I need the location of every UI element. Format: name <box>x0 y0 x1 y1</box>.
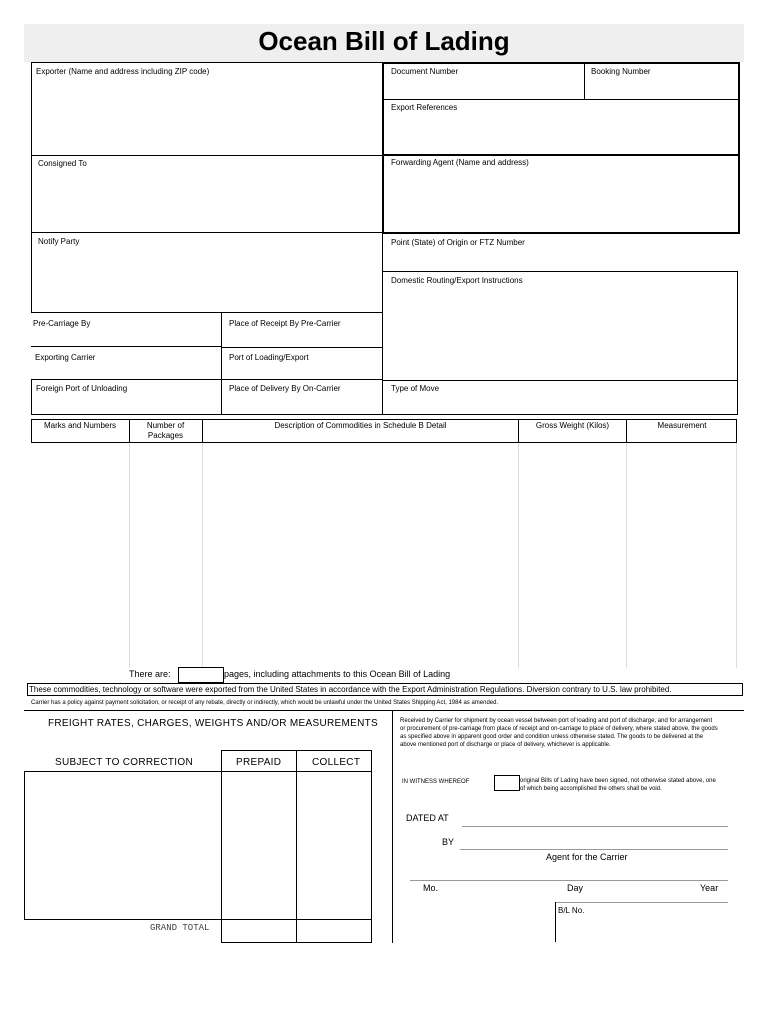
received-text: Received by Carrier for shipment by ocean vessel between port of loading and port of discharge, and for arrangement or procurement of pre-carriage from place of receipt and on-carriage to place of delivery, where stated above, the goods as specified above in apparent good order and condition unless otherwise stated. The goods to be delivered at the above mentioned port of discharge or place of delivery, whichever is applicable. <box>400 718 718 748</box>
prepaid-header: PREPAID <box>236 757 282 768</box>
original-count-input[interactable] <box>494 775 520 791</box>
dated-at-line[interactable] <box>462 826 728 827</box>
pages-prefix: There are: <box>129 669 171 679</box>
subject-to-correction: SUBJECT TO CORRECTION <box>55 757 193 768</box>
by-line[interactable] <box>460 849 728 850</box>
freight-charges-table[interactable] <box>24 771 372 920</box>
measurement-header: Measurement <box>657 421 707 430</box>
type-of-move-box[interactable] <box>383 379 738 415</box>
exporting-carrier-label: Exporting Carrier <box>35 353 96 362</box>
pre-carriage-box[interactable] <box>31 313 222 347</box>
notify-party-box[interactable] <box>31 232 383 313</box>
carrier-policy: Carrier has a policy against payment solicitation, or receipt of any rebate, directly or indirectly, which would be unlawful under the United States Shipping Act, 1984 as amended. <box>31 700 499 706</box>
place-of-receipt-label: Place of Receipt By Pre-Carrier <box>229 319 341 328</box>
consigned-to-label: Consigned To <box>38 159 87 168</box>
point-of-origin-label: Point (State) of Origin or FTZ Number <box>391 238 525 247</box>
freight-heading: FREIGHT RATES, CHARGES, WEIGHTS AND/OR MEASUREMENTS <box>48 718 378 729</box>
place-of-receipt-box[interactable] <box>221 313 383 348</box>
point-of-origin-box[interactable] <box>383 234 738 272</box>
document-number-label: Document Number <box>391 67 459 76</box>
bl-number-label: B/L No. <box>558 906 585 915</box>
domestic-routing-box[interactable] <box>382 271 738 381</box>
foreign-port-box[interactable] <box>31 379 222 415</box>
pages-count-input[interactable] <box>178 667 224 683</box>
export-references-box[interactable] <box>383 100 738 156</box>
by-label: BY <box>442 837 455 847</box>
grand-total-row[interactable] <box>221 919 372 943</box>
month-label: Mo. <box>423 883 439 893</box>
place-of-delivery-label: Place of Delivery By On-Carrier <box>229 384 341 393</box>
witness-prefix: IN WITNESS WHEREOF <box>402 779 470 785</box>
document-number-box[interactable] <box>383 63 585 100</box>
vertical-divider <box>392 711 393 943</box>
notify-party-label: Notify Party <box>38 237 80 246</box>
domestic-routing-label: Domestic Routing/Export Instructions <box>391 276 523 285</box>
year-label: Year <box>700 883 719 893</box>
description-header: Description of Commodities in Schedule B Detail <box>274 421 447 430</box>
forwarding-agent-label: Forwarding Agent (Name and address) <box>391 158 529 167</box>
exporting-carrier-box[interactable] <box>31 347 222 380</box>
day-label: Day <box>567 883 584 893</box>
page-title: Ocean Bill of Lading <box>258 26 510 56</box>
pages-suffix: pages, including attachments to this Ocean Bill of Lading <box>224 669 451 679</box>
freight-col-line <box>221 771 222 920</box>
witness-text: original Bills of Lading have been signed, not otherwise stated above, one of which being accomplished the others shall be void. <box>520 778 716 792</box>
marks-header: Marks and Numbers <box>43 421 117 430</box>
port-of-loading-label: Port of Loading/Export <box>229 353 309 362</box>
foreign-port-label: Foreign Port of Unloading <box>36 384 128 393</box>
freight-col-line <box>296 771 297 920</box>
forwarding-agent-box[interactable] <box>383 156 738 232</box>
bl-box[interactable] <box>555 902 556 942</box>
booking-number-label: Booking Number <box>591 67 651 76</box>
export-notice: These commodities, technology or software were exported from the United States in accordance with the Export Administration Regulations. Diversion contrary to U.S. law prohibited. <box>29 685 672 694</box>
pre-carriage-label: Pre-Carriage By <box>33 319 91 328</box>
exporter-label: Exporter (Name and address including ZIP code) <box>36 67 210 76</box>
agent-label: Agent for the Carrier <box>546 852 628 862</box>
grand-total-label: GRAND TOTAL <box>150 923 210 933</box>
collect-header: COLLECT <box>312 757 361 768</box>
export-references-label: Export References <box>391 103 458 112</box>
type-of-move-label: Type of Move <box>391 384 440 393</box>
commodities-body[interactable] <box>31 443 737 668</box>
export-notice-box <box>27 683 743 696</box>
booking-number-box[interactable] <box>585 63 738 100</box>
section-divider <box>24 710 744 711</box>
gross-weight-header: Gross Weight (Kilos) <box>535 421 610 430</box>
date-line[interactable] <box>410 880 728 881</box>
packages-header-1: Number of <box>146 421 185 430</box>
port-of-loading-box[interactable] <box>221 347 383 380</box>
bl-line <box>555 902 728 903</box>
packages-header-2: Packages <box>147 431 184 440</box>
consigned-to-box[interactable] <box>31 155 383 233</box>
place-of-delivery-box[interactable] <box>221 379 383 415</box>
exporter-box[interactable] <box>31 62 383 156</box>
dated-at-label: DATED AT <box>406 813 449 823</box>
title-band <box>24 24 744 62</box>
